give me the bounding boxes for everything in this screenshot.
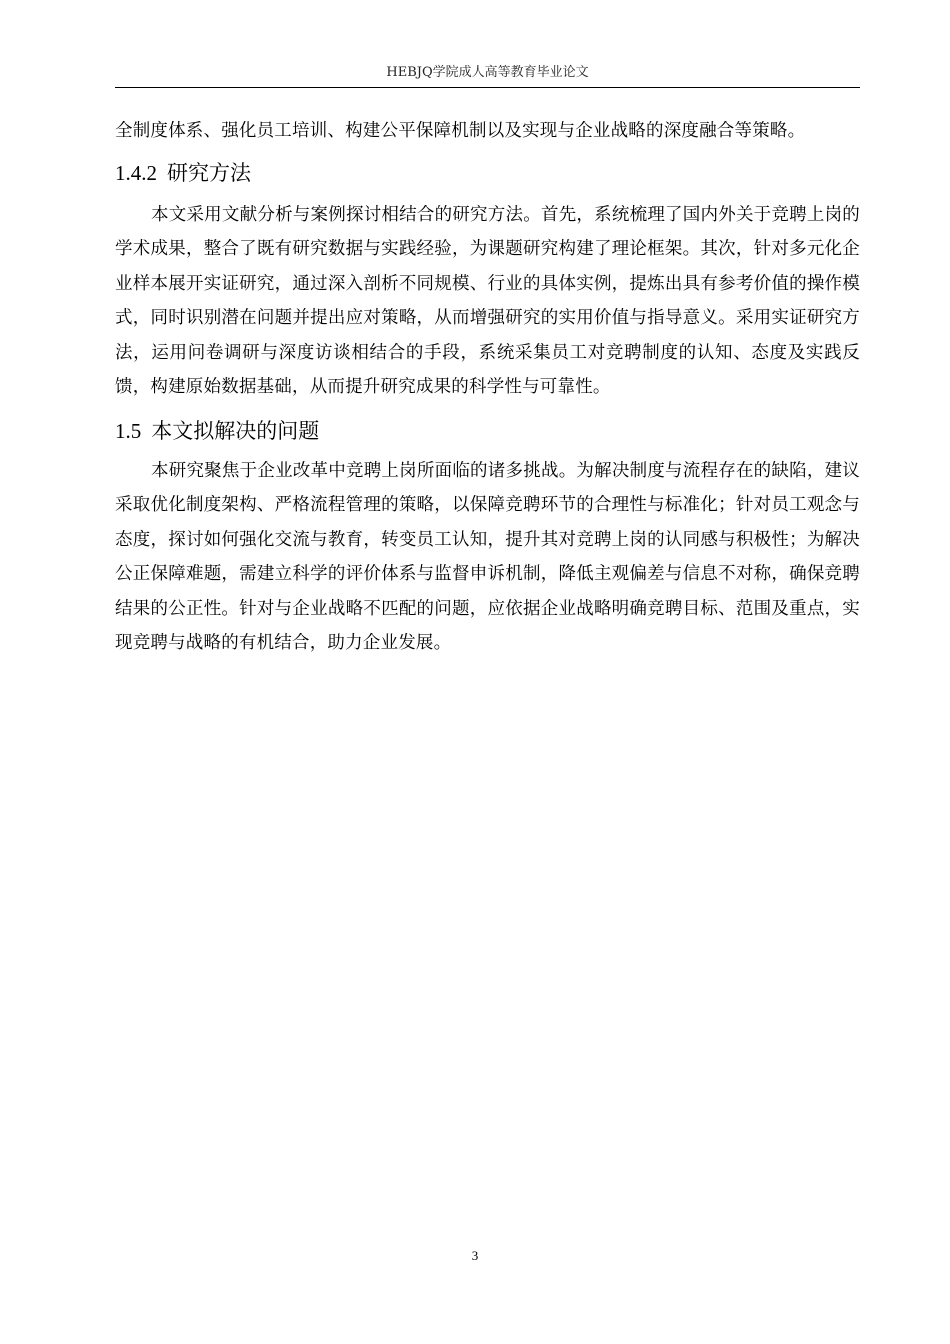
research-method-paragraph: 本文采用文献分析与案例探讨相结合的研究方法。首先，系统梳理了国内外关于竞聘上岗的学术成果，整合了既有研究数据与实践经验，为课题研究构建了理论框架。其次，针对多元化企业样本展开实证研究，通过深入剖析不同规模、行业的具体实例，提炼出具有参考价值的操作模式，同时识别潜在问题并提出应对策略，从而增强研究的实用价值与指导意义。采用实证研究方法，运用问卷调研与深度访谈相结合的手段，系统采集员工对竞聘制度的认知、态度及实践反馈，构建原始数据基础，从而提升研究成果的科学性与可靠性。	[115, 204, 860, 397]
section-number: 1.5	[115, 418, 142, 443]
section-title: 研究方法	[167, 160, 251, 185]
page-number: 3	[471, 1248, 479, 1263]
section-title: 本文拟解决的问题	[151, 418, 320, 443]
running-header: HEBJQ学院成人高等教育毕业论文	[386, 65, 589, 80]
page-content	[115, 114, 860, 661]
section-heading-1-4-2	[115, 158, 860, 188]
section-heading-1-5	[115, 416, 860, 446]
problems-paragraph: 本研究聚焦于企业改革中竞聘上岗所面临的诸多挑战。为解决制度与流程存在的缺陷，建议采取优化制度架构、严格流程管理的策略，以保障竞聘环节的合理性与标准化；针对员工观念与态度，探讨如何强化交流与教育，转变员工认知，提升其对竞聘上岗的认同感与积极性；为解决公正保障难题，需建立科学的评价体系与监督申诉机制，降低主观偏差与信息不对称，确保竞聘结果的公正性。针对与企业战略不匹配的问题，应依据企业战略明确竞聘目标、范围及重点，实现竞聘与战略的有机结合，助力企业发展。	[115, 460, 860, 653]
continuation-paragraph: 全制度体系、强化员工培训、构建公平保障机制以及实现与企业战略的深度融合等策略。	[115, 121, 806, 141]
section-number: 1.4.2	[115, 160, 157, 185]
header-rule	[115, 87, 860, 88]
